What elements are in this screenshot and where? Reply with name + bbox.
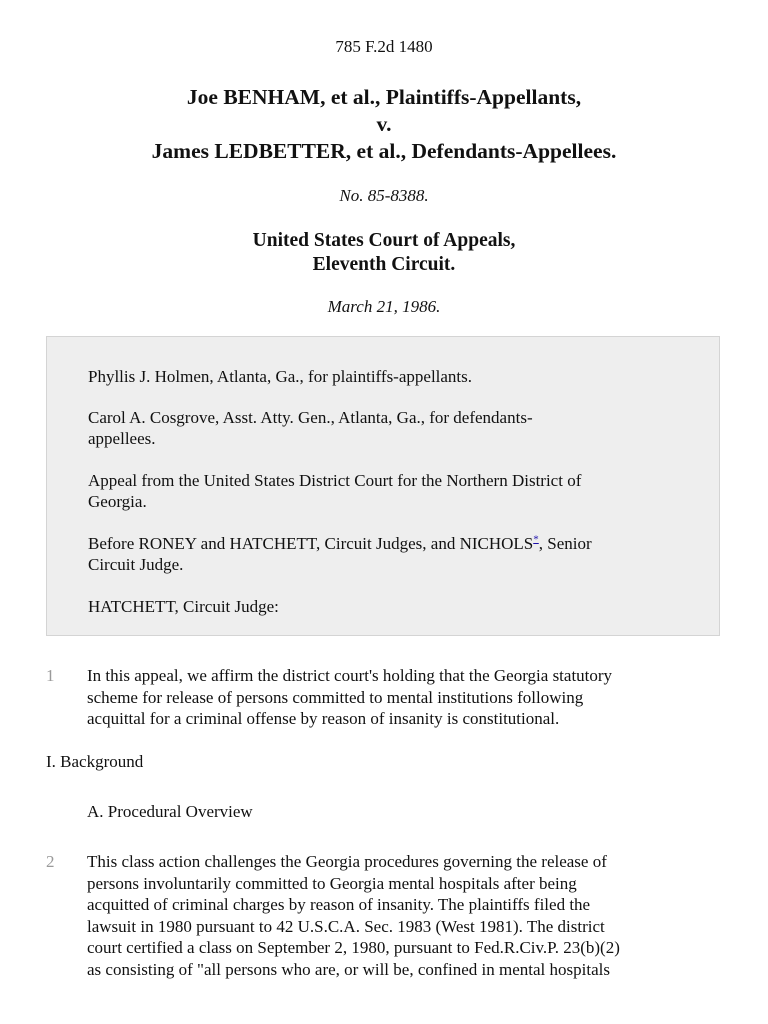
prelims-box	[46, 336, 720, 636]
counsel-defendants-line2: appellees.	[88, 429, 156, 448]
panel	[88, 533, 679, 576]
paragraph-text	[87, 665, 707, 730]
text-line: scheme for release of persons committed to mental institutions following	[87, 687, 584, 707]
text-line: persons involuntarily committed to Georgia mental hospitals after being	[87, 873, 577, 893]
text-line: acquitted of criminal charges by reason of insanity. The plaintiffs filed the	[87, 895, 591, 914]
text-line: acquittal for a criminal offense by reason of insanity is constitutional.	[87, 709, 560, 728]
section-heading-background: I. Background	[46, 752, 144, 771]
paragraph-number: 1	[46, 666, 55, 685]
text-line: lawsuit in 1980 pursuant to 42 U.S.C.A. Sec. 1983 (West 1981). The district	[87, 916, 605, 936]
case-title	[0, 84, 768, 165]
court-name-line2: Eleventh Circuit.	[312, 254, 456, 275]
paragraph-text	[87, 851, 707, 980]
text-line: This class action challenges the Georgia procedures governing the release of	[87, 852, 607, 871]
subsection-heading-overview: A. Procedural Overview	[87, 802, 253, 821]
panel-text: Before RONEY and HATCHETT, Circuit Judges, and NICHOLS	[88, 533, 534, 553]
text-line: In this appeal, we affirm the district court's holding that the Georgia statutory	[87, 666, 613, 685]
text-line: court certified a class on September 2, 1980, pursuant to Fed.R.Civ.P. 23(b)(2)	[87, 938, 620, 957]
paragraph-number: 2	[46, 852, 55, 871]
text-line: as consisting of "all persons who are, or will be, confined in mental hospitals	[87, 959, 610, 979]
panel-line2: Circuit Judge.	[88, 555, 184, 574]
counsel-defendants-line1: Carol A. Cosgrove, Asst. Atty. Gen., Atlanta, Ga., for defendants-	[88, 407, 533, 427]
counsel-plaintiffs: Phyllis J. Holmen, Atlanta, Ga., for plaintiffs-appellants.	[88, 367, 473, 386]
decision-date: March 21, 1986.	[327, 297, 441, 316]
appeal-source-line1: Appeal from the United States District Court for the Northern District of	[88, 470, 582, 490]
docket-number: No. 85-8388.	[339, 186, 429, 205]
citation: 785 F.2d 1480	[335, 37, 433, 56]
court-name	[0, 229, 768, 277]
appeal-source-line2: Georgia.	[88, 492, 147, 511]
court-name-line1: United States Court of Appeals,	[252, 230, 516, 251]
case-title-defendants: James LEDBETTER, et al., Defendants-Appellees.	[151, 139, 617, 163]
counsel-defendants	[88, 407, 679, 450]
case-title-plaintiffs: Joe BENHAM, et al., Plaintiffs-Appellants,	[186, 85, 582, 109]
footnote-link[interactable]: *	[533, 532, 539, 545]
appeal-source	[88, 470, 679, 513]
opinion-author: HATCHETT, Circuit Judge:	[88, 596, 279, 616]
case-title-versus: v.	[376, 112, 392, 136]
panel-text-end: , Senior	[538, 533, 592, 553]
